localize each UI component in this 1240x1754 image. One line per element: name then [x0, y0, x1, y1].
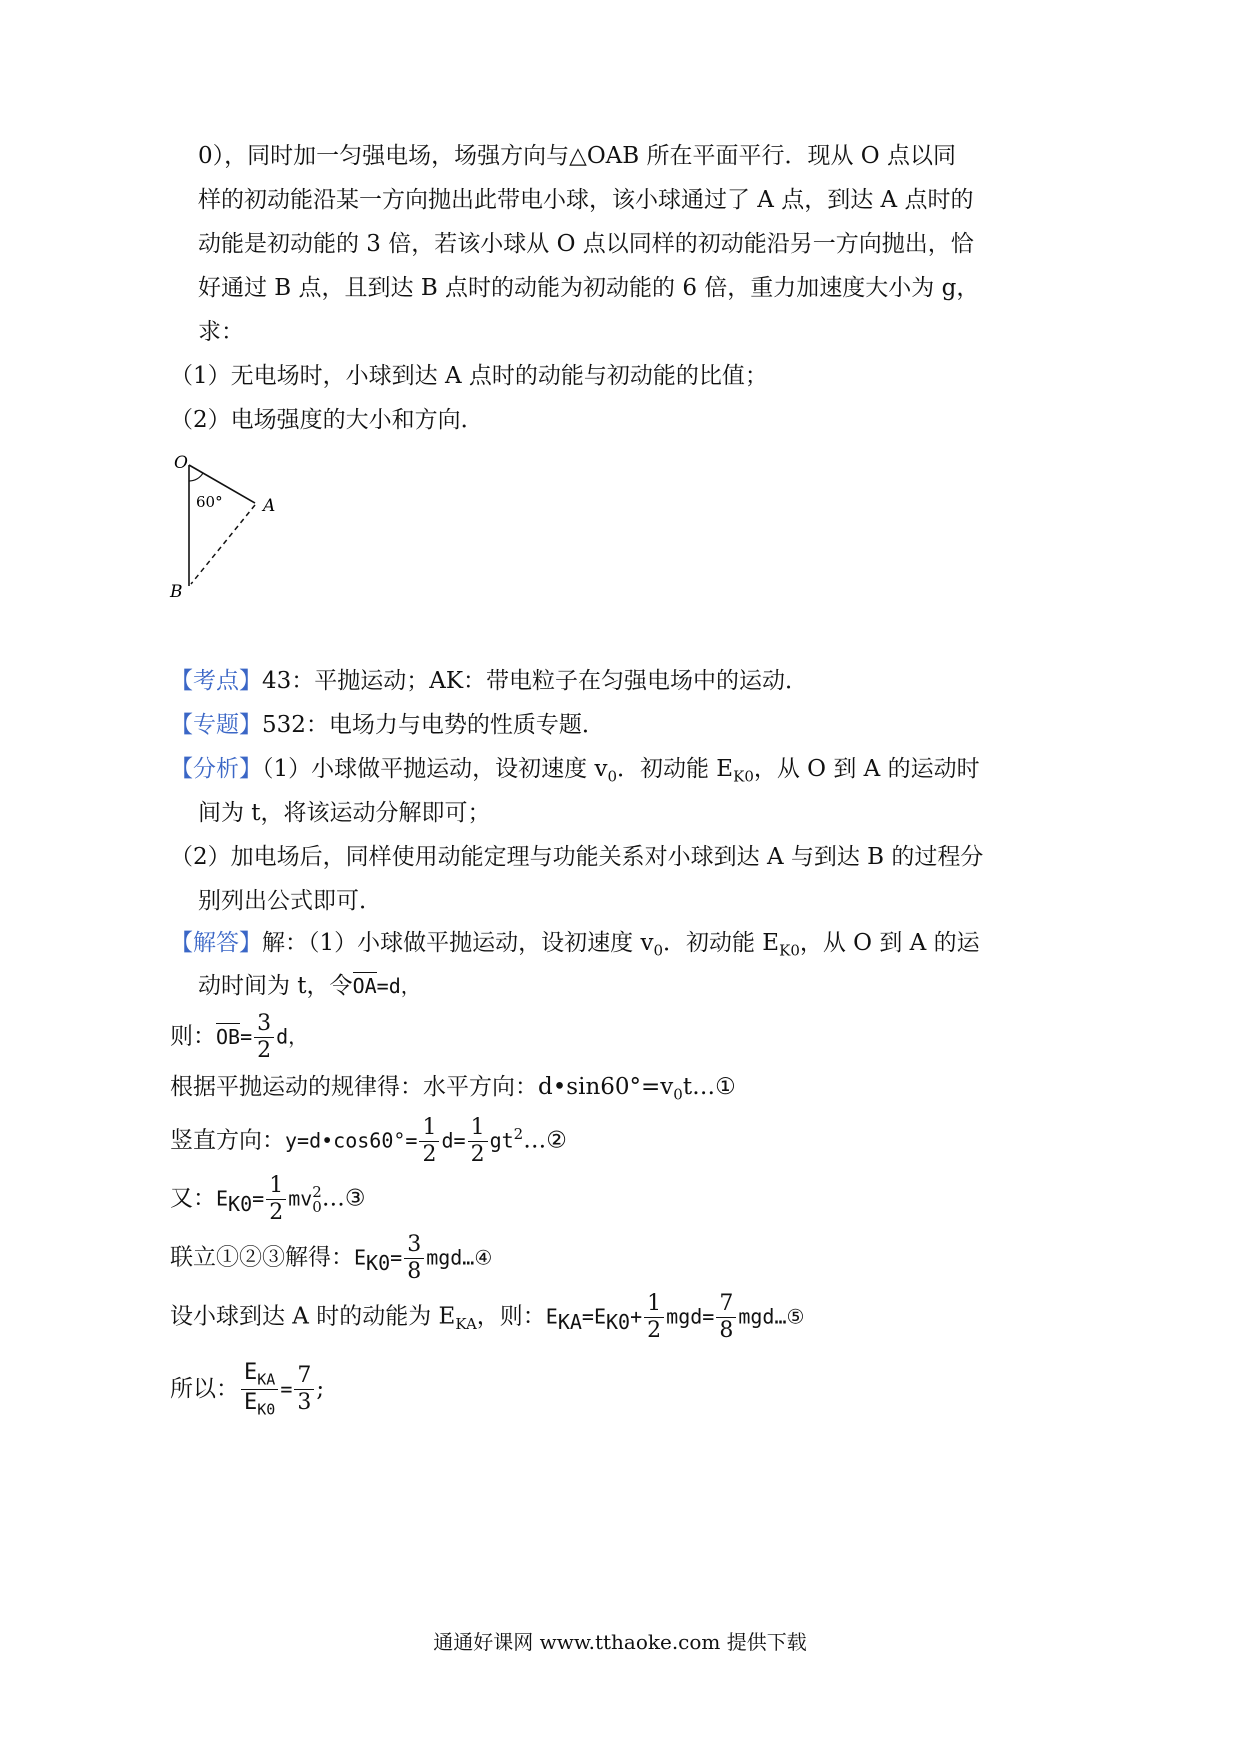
jieda-line-2	[198, 973, 421, 1001]
question-2: （2）电场强度的大小和方向．	[170, 407, 484, 433]
superscript: 2	[513, 1124, 524, 1143]
problem-line-1: 0），同时加一匀强电场，场强方向与△OAB 所在平面平行．现从 O 点以同	[198, 143, 956, 169]
subscript: KA	[557, 1310, 582, 1335]
eq-text: =	[252, 1186, 265, 1211]
angle-arc	[189, 473, 203, 481]
eq-text: E	[545, 1304, 558, 1329]
subscript: K0	[257, 1400, 276, 1419]
superscript: 2	[312, 1182, 322, 1201]
fraction	[266, 1175, 286, 1224]
subscript: 0	[673, 1085, 683, 1104]
eq-ratio	[170, 1362, 324, 1418]
eq-text: mgd…④	[426, 1245, 493, 1270]
numerator: 3	[254, 1013, 274, 1038]
fraction	[294, 1365, 314, 1414]
eq-lianli	[170, 1234, 492, 1283]
eq-text: E	[244, 1390, 258, 1416]
fraction	[404, 1234, 424, 1283]
eq-text: y=d•cos60°	[285, 1128, 406, 1153]
fenxi-text: ．初动能 E	[617, 756, 734, 782]
eq-text: …②	[523, 1127, 567, 1154]
jieda-text: 动时间为 t，令	[198, 973, 353, 999]
numerator: 1	[468, 1117, 488, 1142]
eq-vertical	[170, 1117, 567, 1166]
numerator	[241, 1362, 278, 1390]
kaodian-text: 43：平抛运动；AK：带电粒子在匀强电场中的运动．	[262, 668, 809, 694]
fenxi-tag: 【分析】	[170, 756, 262, 782]
label-o: O	[174, 453, 188, 473]
eq-text: E	[216, 1186, 229, 1211]
denominator: 2	[257, 1038, 272, 1063]
eq-text: =	[280, 1376, 293, 1401]
fraction	[254, 1013, 274, 1062]
ratio-fraction	[241, 1362, 278, 1418]
eq-label: 竖直方向：	[170, 1127, 285, 1154]
subscript: KA	[455, 1315, 477, 1334]
fenxi-line-3: （2）加电场后，同样使用动能定理与功能关系对小球到达 A 与到达 B 的过程分	[170, 844, 984, 870]
eq-text: E	[354, 1245, 367, 1270]
zhuanti-line	[170, 712, 605, 740]
fraction	[419, 1117, 439, 1166]
eq-label: 则：	[170, 1023, 216, 1050]
denominator: 2	[269, 1200, 284, 1225]
sup-sub-stack	[312, 1182, 322, 1216]
kaodian-tag: 【考点】	[170, 668, 262, 694]
jieda-text: 解：（1）小球做平抛运动，设初速度 v	[262, 930, 654, 956]
label-a: A	[263, 496, 276, 516]
denominator: 2	[422, 1142, 437, 1167]
eq-text: …③	[321, 1185, 366, 1212]
fraction	[468, 1117, 488, 1166]
subscript: 0	[312, 1197, 322, 1216]
eq-text: =	[390, 1245, 403, 1270]
subscript: K0	[779, 941, 800, 960]
fenxi-text: ，从 O 到 A 的运动时	[753, 756, 980, 782]
numerator: 1	[266, 1175, 286, 1200]
subscript: K0	[366, 1251, 391, 1276]
jieda-line-1	[170, 930, 980, 960]
fenxi-line-4: 别列出公式即可．	[198, 888, 382, 914]
fraction	[716, 1293, 736, 1342]
eq-text: d，	[276, 1024, 309, 1049]
fraction	[644, 1293, 664, 1342]
denominator: 8	[719, 1318, 734, 1343]
eq-text: =	[405, 1128, 418, 1153]
eq-text: t…①	[682, 1074, 736, 1100]
eq-ek0	[170, 1175, 365, 1224]
eq-text: d=	[441, 1128, 466, 1153]
triangle-figure	[160, 448, 290, 608]
problem-line-5: 求：	[198, 319, 244, 345]
eq-label: 设小球到达 A 时的动能为 E	[170, 1303, 456, 1330]
denominator	[244, 1390, 275, 1417]
eq-text: ;	[316, 1375, 325, 1402]
zhuanti-text: 532：电场力与电势的性质专题．	[262, 712, 605, 738]
problem-line-3: 动能是初动能的 3 倍，若该小球从 O 点以同样的初动能沿另一方向抛出，恰	[198, 231, 974, 257]
eq-label: ，则：	[476, 1303, 546, 1330]
eq-text: +	[630, 1304, 643, 1329]
jieda-text: ．初动能 E	[663, 930, 780, 956]
zhuanti-tag: 【专题】	[170, 712, 262, 738]
subscript: 0	[607, 767, 617, 786]
question-1: （1）无电场时，小球到达 A 点时的动能与初动能的比值；	[170, 363, 768, 389]
fenxi-text: （1）小球做平抛运动，设初速度 v	[262, 756, 608, 782]
numerator: 7	[716, 1293, 736, 1318]
footer-credit: 通通好课网 www.tthaoke.com 提供下载	[433, 1630, 807, 1654]
numerator: 7	[294, 1365, 314, 1390]
subscript: KA	[257, 1370, 276, 1389]
eq-text: gt	[489, 1128, 514, 1153]
label-b: B	[170, 582, 183, 602]
subscript: K0	[733, 767, 754, 786]
fenxi-line-2: 间为 t，将该运动分解即可；	[198, 800, 491, 826]
denominator: 2	[647, 1318, 662, 1343]
eq-label: 联立①②③解得：	[170, 1244, 354, 1271]
fenxi-line-1	[170, 756, 980, 786]
segment-ab-dashed	[191, 505, 255, 584]
eq-text: =	[240, 1024, 253, 1049]
eq-text: 根据平抛运动的规律得：水平方向：d•sin60°=v	[170, 1074, 674, 1100]
eq-text: mv	[288, 1186, 313, 1211]
subscript: K0	[228, 1192, 253, 1217]
jieda-tag: 【解答】	[170, 930, 262, 956]
jieda-text: ，从 O 到 A 的运	[799, 930, 980, 956]
problem-line-2: 样的初动能沿某一方向抛出此带电小球，该小球通过了 A 点，到达 A 点时的	[198, 187, 974, 213]
eq-horizontal	[170, 1074, 736, 1104]
eq-eka	[170, 1293, 804, 1342]
eq-label: 又：	[170, 1185, 216, 1212]
eq-text: mgd…⑤	[738, 1304, 805, 1329]
numerator: 1	[644, 1293, 664, 1318]
eq-text: E	[244, 1360, 258, 1385]
numerator: 3	[404, 1234, 424, 1259]
eq-text: mgd=	[666, 1304, 715, 1329]
numerator: 1	[419, 1117, 439, 1142]
eq-text: =E	[581, 1304, 607, 1329]
denominator: 3	[297, 1390, 312, 1416]
segment-oa-symbol: OA	[352, 974, 377, 998]
jieda-text: =d，	[376, 974, 421, 998]
kaodian-line	[170, 668, 808, 696]
eq-label: 所以：	[170, 1375, 239, 1402]
denominator: 8	[407, 1259, 422, 1284]
angle-label: 60°	[196, 493, 223, 511]
denominator: 2	[470, 1142, 485, 1167]
problem-line-4: 好通过 B 点，且到达 B 点时的动能为初动能的 6 倍，重力加速度大小为 g，	[198, 275, 980, 301]
eq-ob	[170, 1013, 308, 1062]
subscript: 0	[653, 941, 663, 960]
segment-ob-symbol: OB	[216, 1024, 241, 1049]
subscript: K0	[606, 1310, 631, 1335]
